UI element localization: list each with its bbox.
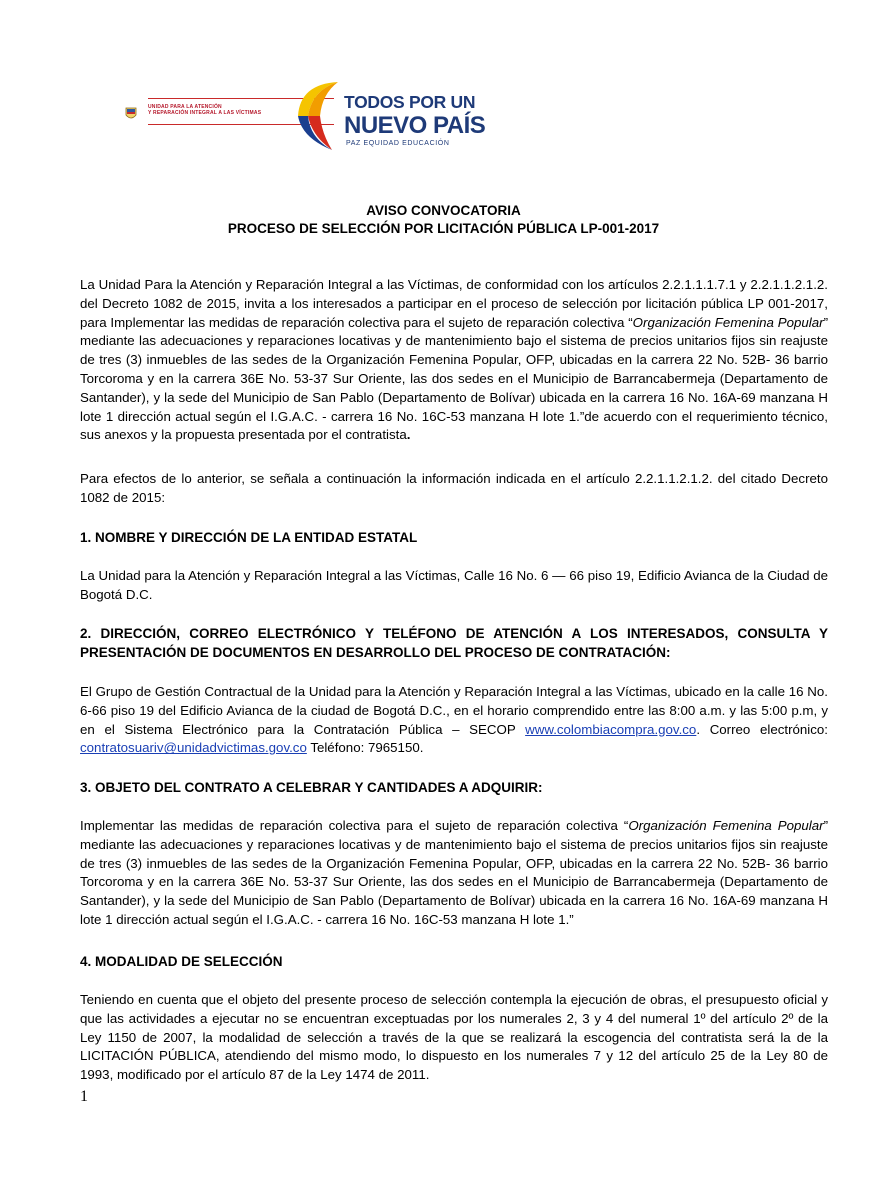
section-1-text: La Unidad para la Atención y Reparación Integral a las Víctimas, Calle 16 No. 6 — 66 piso 19, Edificio Avianca de la Ciudad de Bogotá D.C. — [80, 568, 828, 602]
brand-tagline: PAZ EQUIDAD EDUCACIÓN — [346, 140, 450, 147]
tricolor-swoosh-icon — [292, 76, 348, 156]
section-4-heading: 4. MODALIDAD DE SELECCIÓN — [80, 954, 283, 969]
brand-line-2: NUEVO PAÍS — [344, 112, 486, 139]
section-2-text-a: El Grupo de Gestión Contractual de la Unidad para la Atención y Reparación Integral a las Víctimas, ubicado en la calle 16 No. 6-66 piso 19 del Edificio Avianca de la ciudad de Bogotá D.C., en el horario comprendido entre las 8:00 a.m. y las 5:00 p.m, y en el Sistema Electrónico para la Contratación Pública – SECOP — [80, 684, 828, 737]
intro-text-b: ” mediante las adecuaciones y reparaciones locativas y de mantenimiento bajo el sistema de precios unitarios fijos sin reajuste de tres (3) inmuebles de las sedes de la Organización Femenina Popular, OFP, ubicadas en la carrera 22 No. 52B- 36 barrio Torcoroma y en la carrera 36E No. 53-37 Sur Oriente, las dos sedes en el Municipio de Barrancabermeja (Departamento de Santander), y la sede del Municipio de San Pablo (Departamento de Bolívar) ubicada en la carrera 16 No. 16A-69 manzana H lote 1 dirección actual según el I.G.A.C. - carrera 16 No. 16C-53 manzana H lote 1.”de acuerdo con el requerimiento técnico, sus anexos y la propuesta presentada por el contratista — [80, 314, 829, 443]
uariv-line-2: Y REPARACIÓN INTEGRAL A LAS VÍCTIMAS — [148, 110, 262, 116]
uariv-line-1: UNIDAD PARA LA ATENCIÓN — [148, 104, 222, 110]
section-3-text-a: Implementar las medidas de reparación colectiva para el sujeto de reparación colectiva “ — [80, 818, 629, 833]
colombiacompra-link[interactable]: www.colombiacompra.gov.co — [525, 721, 697, 737]
section-2-text-c: Teléfono: 7965150. — [306, 740, 424, 756]
brand-line-1: TODOS POR UN — [344, 92, 476, 112]
section-2-text-b: . Correo electrónico: — [696, 721, 828, 737]
section-3-heading: 3. OBJETO DEL CONTRATO A CELEBRAR Y CANTIDADES A ADQUIRIR: — [80, 780, 543, 795]
section-3-text-b: ” mediante las adecuaciones y reparaciones locativas y de mantenimiento bajo el sistema de precios unitarios fijos sin reajuste de tres (3) inmuebles de las sedes de la Organización Femenina Popular, OFP, ubicadas en la carrera 22 No. 52B- 36 barrio Torcoroma y en la carrera 36E No. 53-37 Sur Oriente, las dos sedes en el Municipio de Barrancabermeja (Departamento de Santander), y la sede del Municipio de San Pablo (Departamento de Bolívar) ubicada en la carrera 16 No. 16A-69 manzana H lote 1 dirección actual según el I.G.A.C. - carrera 16 No. 16C-53 manzana H lote 1.” — [80, 818, 828, 927]
email-link[interactable]: contratosuariv@unidadvictimas.gov.co — [80, 740, 307, 756]
section-2-text — [80, 683, 828, 758]
intro-text-a: La Unidad Para la Atención y Reparación Integral a las Víctimas, de conformidad con los artículos 2.2.1.1.1.7.1 y 2.2.1.1.2.1.2. del Decreto 1082 de 2015, invita a los interesados a participar en el proceso de selección por licitación pública LP 001-2017, para Implementar las medidas de reparación colectiva para el sujeto de reparación colectiva “ — [80, 277, 828, 330]
document-title: AVISO CONVOCATORIA — [366, 203, 521, 218]
intro-end: . — [406, 427, 411, 443]
document-subtitle: PROCESO DE SELECCIÓN POR LICITACIÓN PÚBLICA LP-001-2017 — [227, 221, 660, 236]
intro-paragraph-1 — [80, 276, 828, 445]
section-3-italic: Organización Femenina Popular — [628, 818, 824, 833]
section-3-text — [80, 817, 828, 930]
intro-paragraph-2: Para efectos de lo anterior, se señala a continuación la información indicada en el artículo 2.2.1.1.2.1.2. del citado Decreto 1082 de 2015: — [80, 471, 828, 505]
header-banner — [72, 70, 492, 160]
todos-por-un-nuevo-pais-logo — [292, 76, 492, 156]
section-2-heading: 2. DIRECCIÓN, CORREO ELECTRÓNICO Y TELÉFONO DE ATENCIÓN A LOS INTERESADOS, CONSULTA Y PRESENTACIÓN DE DOCUMENTOS EN DESARROLLO DEL PROCESO DE CONTRATACIÓN: — [80, 626, 828, 660]
section-1-heading: 1. NOMBRE Y DIRECCIÓN DE LA ENTIDAD ESTATAL — [80, 530, 418, 545]
coat-of-arms-icon — [124, 106, 138, 122]
section-4-text: Teniendo en cuenta que el objeto del presente proceso de selección contempla la ejecución de obras, el presupuesto oficial y que las actividades a ejecutar no se encuentran exceptuadas por los numerales 2, 3 y 4 del numeral 1º del artículo 2º de la Ley 1150 de 2007, la modalidad de selección a través de la que se realizará la escogencia del contratista será la de la LICITACIÓN PÚBLICA, atendiendo del mismo modo, lo dispuesto en los numerales 7 y 12 del artículo 25 de la Ley 80 de 1993, modificado por el artículo 87 de la Ley 1474 de 2011. — [80, 992, 828, 1083]
uariv-logo-text — [148, 104, 261, 116]
intro-italic: Organización Femenina Popular — [632, 314, 824, 330]
page-number: 1 — [80, 1088, 88, 1105]
